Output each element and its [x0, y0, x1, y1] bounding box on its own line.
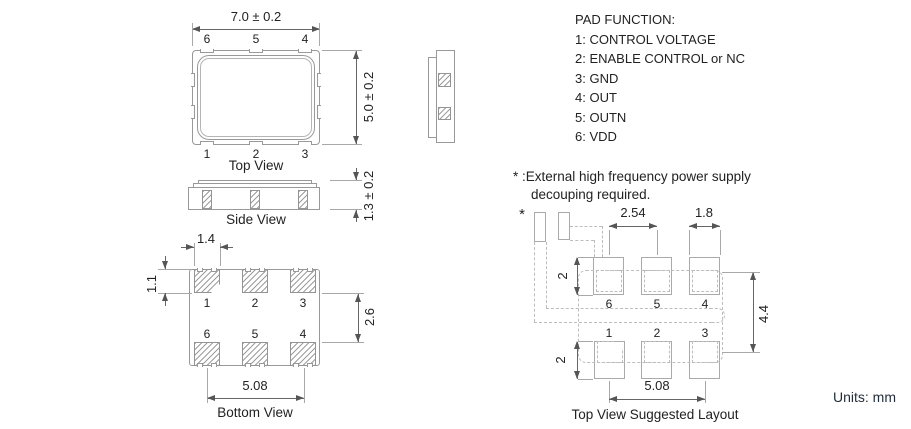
castellation-notch — [259, 363, 265, 367]
castellation-notch — [307, 268, 313, 272]
castellation-notch — [245, 363, 251, 367]
dashed-trace — [594, 240, 595, 257]
dimension-label-pad-height-top: 2 — [555, 272, 570, 280]
castellation-notch — [293, 268, 299, 272]
arrowhead — [574, 257, 580, 265]
dimension-label-pitch: 5.08 — [242, 378, 268, 393]
pin-label: 5 — [252, 32, 260, 46]
extension-line — [578, 341, 593, 342]
dimension-label-pad-height-bottom: 2 — [553, 356, 568, 364]
dimension-line — [193, 29, 319, 30]
dimension-label-row-gap: 2.6 — [362, 307, 377, 327]
dimension-label-pad-height: 1.1 — [144, 274, 159, 294]
castellation-notch — [298, 49, 312, 53]
arrowhead — [712, 223, 720, 229]
dimension-line — [753, 273, 754, 352]
arrowhead — [750, 272, 756, 280]
arrowhead — [162, 261, 168, 269]
dimension-label-thickness: 1.3 ± 0.2 — [361, 170, 376, 222]
castellation-notch — [317, 73, 321, 87]
pin-label: 3 — [299, 296, 307, 310]
arrowhead — [353, 51, 359, 59]
pin-label: 4 — [701, 297, 709, 311]
pin-label: 4 — [301, 32, 309, 46]
top-view-inner-ring2 — [200, 58, 312, 137]
end-view-pad — [438, 107, 451, 120]
decoupling-note-line2: decouping required. — [531, 187, 651, 202]
castellation-notch — [191, 73, 195, 87]
end-view-body — [436, 50, 455, 143]
pin-label: 5 — [251, 327, 259, 341]
arrowhead — [192, 26, 200, 32]
arrowhead — [207, 395, 215, 401]
arrowhead — [609, 223, 617, 229]
pin-label: 1 — [203, 296, 211, 310]
decoupling-note-line1: * :External high frequency power supply — [513, 169, 751, 184]
castellation-notch — [259, 268, 265, 272]
extension-line — [319, 23, 320, 46]
side-view-pad — [202, 190, 212, 209]
extension-line — [722, 352, 760, 353]
castellation-notch — [293, 363, 299, 367]
arrowhead — [353, 136, 359, 144]
arrowhead — [697, 396, 705, 402]
bottom-pad-3 — [290, 269, 316, 293]
castellation-notch — [200, 141, 214, 145]
dimension-line — [609, 399, 705, 400]
decoupling-cap-pad — [558, 212, 570, 240]
extension-line — [657, 230, 658, 255]
dashed-component-pad — [692, 341, 718, 363]
arrowhead — [353, 172, 359, 180]
extension-line — [689, 230, 690, 255]
pin-label: 2 — [252, 147, 260, 161]
dimension-label-span: 5.08 — [644, 378, 670, 393]
dashed-trace — [546, 242, 547, 308]
arrowhead — [750, 344, 756, 352]
arrowhead — [220, 244, 228, 250]
dashed-component-pad — [644, 341, 670, 363]
dashed-trace — [534, 242, 535, 322]
dimension-line — [356, 51, 357, 144]
end-view-pad — [438, 73, 451, 87]
pin-label: 1 — [203, 147, 211, 161]
extension-line — [194, 243, 195, 266]
pad-function-item: 3: GND — [575, 70, 619, 86]
extension-line — [322, 342, 364, 343]
dimension-label-pad-width: 1.4 — [196, 231, 216, 246]
dimension-label-width: 7.0 ± 0.2 — [230, 9, 282, 24]
dimension-line — [208, 398, 304, 399]
pin-label: 2 — [251, 296, 259, 310]
pad-function-item: 1: CONTROL VOLTAGE — [575, 31, 716, 47]
top-view-caption: Top View — [228, 158, 284, 173]
castellation-notch — [191, 105, 195, 119]
extension-line — [578, 257, 593, 258]
extension-line — [578, 379, 593, 380]
castellation-notch — [249, 141, 263, 145]
dimension-label-height: 5.0 ± 0.2 — [361, 71, 376, 123]
arrowhead — [296, 395, 304, 401]
extension-line — [609, 230, 610, 255]
pin-label: 2 — [653, 326, 661, 340]
castellation-notch — [307, 363, 313, 367]
extension-line — [192, 23, 193, 46]
arrowhead — [162, 293, 168, 301]
pad-function-item: 6: VDD — [575, 129, 617, 144]
arrowhead — [609, 396, 617, 402]
pad-function-item: 4: OUT — [575, 90, 617, 105]
pad-function-item: 5: OUTN — [575, 109, 627, 125]
castellation-notch — [211, 363, 217, 367]
pin-label: 4 — [299, 327, 307, 341]
extension-line — [322, 144, 362, 145]
castellation-notch — [197, 268, 203, 272]
arrowhead — [574, 287, 580, 295]
units-label: Units: mm — [833, 389, 896, 405]
castellation-notch — [200, 49, 214, 53]
bottom-pad-2 — [242, 269, 268, 293]
pin-label: 3 — [301, 147, 309, 161]
castellation-notch — [317, 105, 321, 119]
extension-line — [705, 381, 706, 403]
layout-caption: Top View Suggested Layout — [571, 407, 739, 422]
extension-line — [158, 269, 192, 270]
dashed-component-pad — [692, 270, 718, 292]
castellation-notch — [197, 363, 203, 367]
pad-function-item: 2: ENABLE CONTROL or NC — [575, 51, 746, 66]
pin-label: 5 — [653, 297, 661, 311]
pad-function-title: PAD FUNCTION: — [575, 12, 676, 27]
dashed-trace — [570, 240, 594, 241]
arrowhead — [574, 371, 580, 379]
castellation-notch — [211, 268, 217, 272]
side-view-pad — [298, 190, 308, 209]
dashed-trace — [570, 226, 602, 227]
side-view-caption: Side View — [226, 212, 286, 227]
extension-line — [304, 368, 305, 403]
arrowhead — [186, 244, 194, 250]
dimension-label-pad-width: 1.8 — [694, 205, 714, 220]
castellation-notch — [298, 141, 312, 145]
castellation-notch — [245, 268, 251, 272]
dashed-component-pad — [596, 270, 622, 292]
extension-line — [720, 230, 721, 255]
pin-label: 3 — [701, 326, 709, 340]
extension-line — [578, 295, 593, 296]
dimension-label-row-pitch: 4.4 — [756, 304, 771, 324]
arrowhead — [355, 294, 361, 302]
arrowhead — [649, 223, 657, 229]
extension-line — [330, 180, 362, 181]
decoupling-cap-pad — [534, 212, 546, 242]
pad-function-block — [575, 10, 745, 147]
dashed-trace — [602, 226, 603, 257]
arrowhead — [689, 223, 697, 229]
dimension-label-pitch-x: 2.54 — [620, 205, 646, 220]
arrowhead — [574, 341, 580, 349]
pin-label: 6 — [203, 32, 211, 46]
pin-label: 1 — [605, 326, 613, 340]
arrowhead — [353, 210, 359, 218]
dashed-component-pad — [644, 270, 670, 292]
pin-label: 6 — [203, 327, 211, 341]
bottom-view-caption: Bottom View — [217, 405, 293, 420]
asterisk-marker: * — [519, 206, 525, 223]
side-view-pad — [250, 190, 260, 209]
arrowhead — [355, 334, 361, 342]
pin-label: 6 — [605, 297, 613, 311]
castellation-notch — [249, 49, 263, 53]
